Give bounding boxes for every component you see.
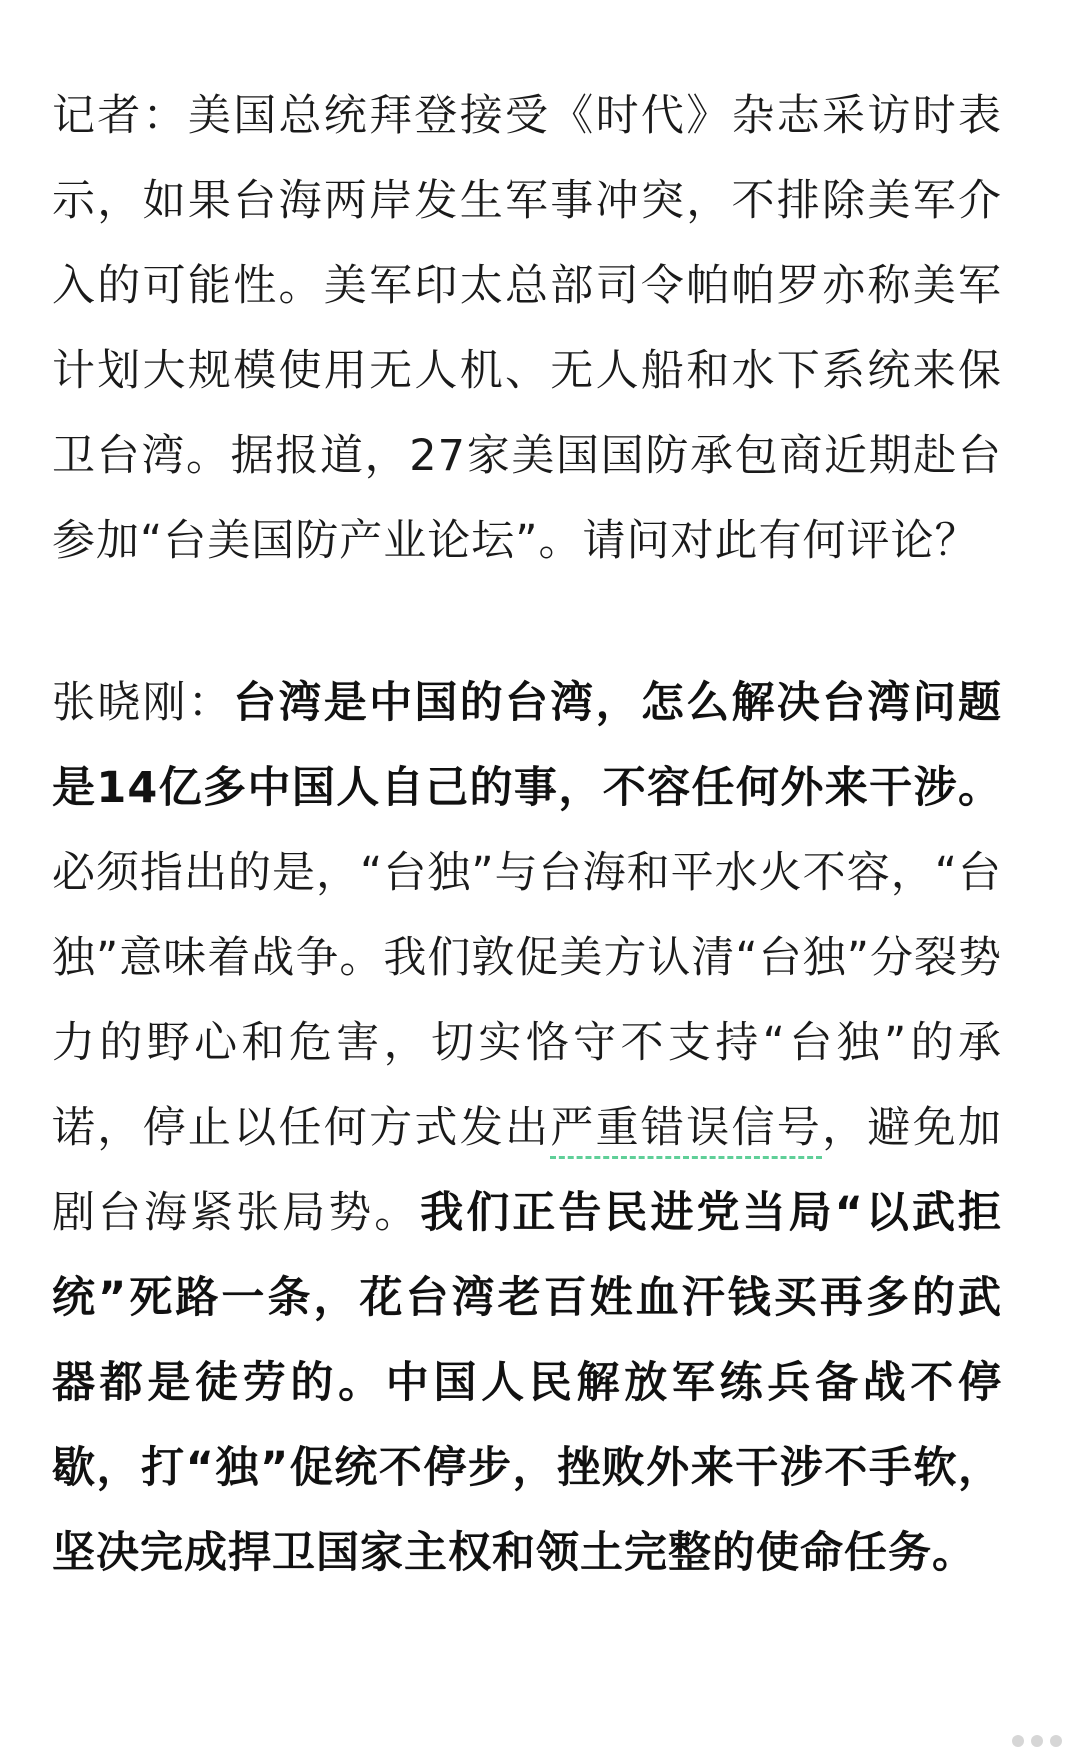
dot-2 xyxy=(1031,1735,1043,1747)
question-speaker: 记者： xyxy=(52,91,188,141)
question-paragraph xyxy=(52,74,1002,584)
answer-bold-statement-2: 我们正告民进党当局“以武拒统”死路一条，花台湾老百姓血汗钱买再多的武器都是徒劳的。中国人民解放军练兵备战不停歇，打“独”促统不停步，挫败外来干涉不手软，坚决完成捍卫国家主权和领土完整的使命任务。 xyxy=(52,1188,1002,1578)
dot-3 xyxy=(1050,1735,1062,1747)
dot-1 xyxy=(1012,1735,1024,1747)
answer-text-2: ，避免加剧台海紧张局势。 xyxy=(52,1103,1003,1238)
question-text: 美国总统拜登接受《时代》杂志采访时表示，如果台海两岸发生军事冲突，不排除美军介入的可能性。美军印太总部司令帕帕罗亦称美军计划大规模使用无人机、无人船和水下系统来保卫台湾。据报道，27家美国国防承包商近期赴台参加“台美国防产业论坛”。请问对此有何评论？ xyxy=(52,91,1003,566)
answer-bold-statement-1: 台湾是中国的台湾，怎么解决台湾问题是14亿多中国人自己的事，不容任何外来干涉。 xyxy=(52,678,1003,813)
answer-paragraph xyxy=(52,661,1002,1596)
answer-speaker: 张晓刚： xyxy=(52,678,234,728)
answer-text-1: 必须指出的是，“台独”与台海和平水火不容，“台独”意味着战争。我们敦促美方认清“台独”分裂势力的野心和危害，切实恪守不支持“台独”的承诺，停止以任何方式发出 xyxy=(52,848,1002,1153)
keyword-link[interactable]: 严重错误信号 xyxy=(550,1103,823,1153)
ellipsis-dots-icon xyxy=(1012,1728,1062,1754)
article-body xyxy=(52,74,1002,1596)
